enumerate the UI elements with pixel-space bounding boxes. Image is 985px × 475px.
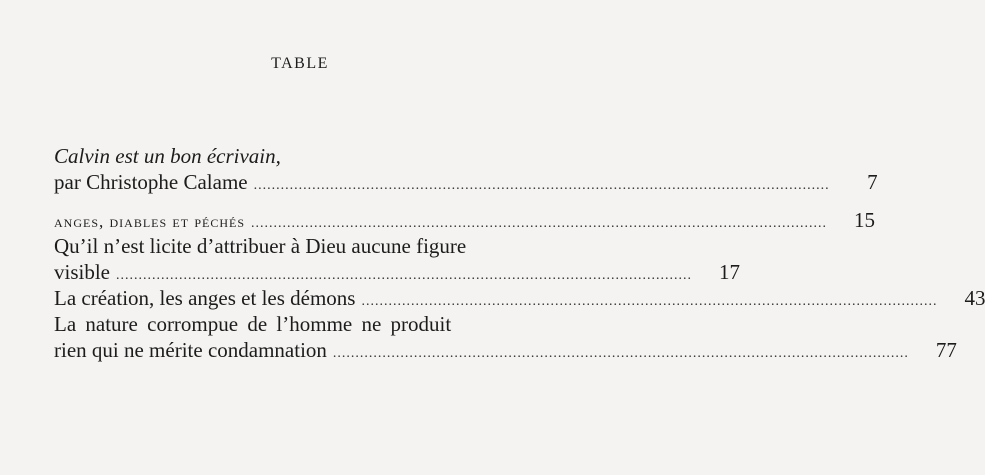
- entry-author: par Christophe Calame: [54, 170, 248, 194]
- entry-title-cont: visible: [54, 260, 110, 284]
- dot-leader: ................................................................................................................................: [251, 216, 828, 231]
- page-number: 15: [854, 208, 876, 232]
- dot-leader: ................................................................................................................................: [332, 346, 909, 361]
- entry-title: Calvin est un bon écrivain,: [54, 144, 281, 168]
- page-number: 43: [964, 286, 985, 310]
- entry-title: Qu’il n’est licite d’attribuer à Dieu aucune figure: [54, 234, 467, 258]
- page-number: 77: [935, 338, 957, 362]
- page-number: 17: [719, 260, 740, 284]
- toc-entry: [54, 169, 878, 199]
- dot-leader: ................................................................................................................................: [116, 268, 692, 283]
- page-number: 7: [867, 170, 878, 194]
- section-title: anges, diables et péchés: [54, 212, 246, 231]
- entry-title-cont: rien qui ne mérite condamnation: [54, 338, 327, 362]
- dot-leader: ................................................................................................................................: [361, 294, 938, 309]
- toc-heading: TABLE: [271, 55, 329, 72]
- entry-title: La nature corrompue de l’homme ne produit: [54, 312, 452, 336]
- dot-leader: ................................................................................................................................: [253, 178, 830, 193]
- toc-entry: [54, 337, 957, 367]
- entry-title: La création, les anges et les démons: [54, 286, 356, 310]
